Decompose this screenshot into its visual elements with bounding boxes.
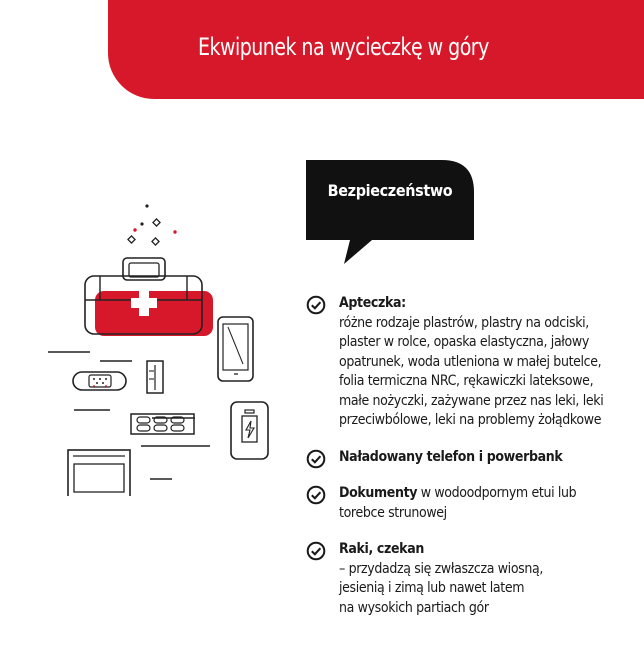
- item-title: Naładowany telefon i powerbank: [339, 448, 563, 465]
- check-circle-icon: [306, 295, 326, 315]
- section-label: Bezpieczeństwo: [327, 181, 453, 200]
- item-line: na wysokich partiach gór: [339, 599, 489, 616]
- first-aid-illustration: [40, 196, 280, 496]
- item-title: Apteczka:: [339, 295, 406, 311]
- item-line: plaster w rolce, opaska elastyczna, jałowy: [339, 334, 589, 350]
- first-aid-bag-icon: [85, 258, 213, 336]
- sparkles-icon: [128, 204, 177, 245]
- item-line: różne rodzaje plastrów, plastry na odciski,: [339, 314, 589, 331]
- item-line: jesienią i zimą lub nawet latem: [339, 580, 525, 596]
- item-inline-text: w wodoodpornym etui lub: [417, 485, 577, 501]
- item-line: opatrunek, woda utleniona w małej butelce,: [339, 353, 602, 370]
- list-item: [306, 294, 636, 431]
- bandage-icon: [73, 372, 126, 390]
- check-circle-icon: [306, 485, 326, 505]
- powerbank-icon: [231, 402, 268, 459]
- list-item: [306, 448, 636, 468]
- smartphone-icon: [218, 317, 253, 381]
- list-item: [306, 484, 636, 523]
- speech-bubble: [306, 160, 476, 265]
- page-title: Ekwipunek na wycieczkę w góry: [198, 33, 489, 61]
- equipment-checklist: [306, 294, 636, 635]
- check-circle-icon: [306, 449, 326, 469]
- pills-icon: [131, 414, 194, 434]
- item-line: – przydadzą się zwłaszcza wiosną,: [339, 560, 544, 577]
- list-item: [306, 540, 636, 618]
- item-line: folia termiczna NRC, rękawiczki lateksowe,: [339, 373, 594, 389]
- check-circle-icon: [306, 541, 326, 561]
- motion-lines: [48, 352, 210, 479]
- item-title: Dokumenty: [339, 485, 418, 501]
- item-title: Raki, czekan: [339, 541, 424, 557]
- header-banner: [108, 0, 644, 99]
- item-line: małe nożyczki, zażywane przez nas leki, leki: [339, 392, 604, 409]
- item-line: torebce strunowej: [339, 504, 447, 521]
- item-line: przeciwbólowe, leki na problemy żołądkowe: [339, 412, 602, 428]
- vial-icon: [147, 361, 163, 393]
- document-pouch-icon: [68, 450, 130, 496]
